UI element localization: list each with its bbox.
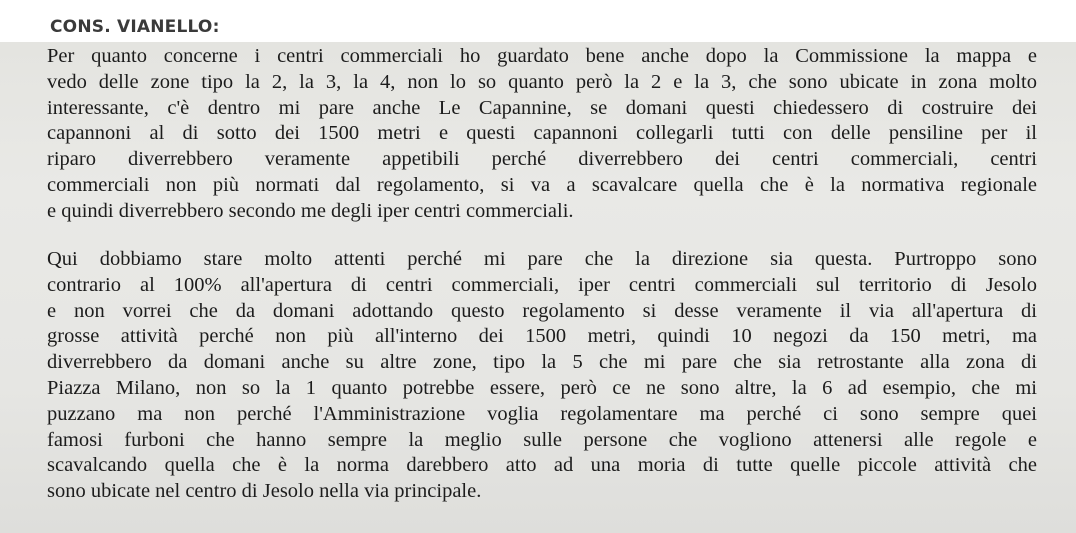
paragraph-line: commerciali non più normati dal regolamento, si va a scavalcare quella che è la normativa regionale bbox=[47, 173, 1037, 196]
paragraph-line: puzzano ma non perché l'Amministrazione voglia regolamentare ma perché ci sono sempre quei bbox=[47, 402, 1037, 425]
paragraph-line: Qui dobbiamo stare molto attenti perché mi pare che la direzione sia questa. Purtroppo sono bbox=[47, 248, 1037, 270]
paragraph-line: famosi furboni che hanno sempre la meglio sulle persone che vogliono attenersi alle regole e bbox=[47, 428, 1037, 451]
paragraph-line: grosse attività perché non più all'interno dei 1500 metri, quindi 10 negozi da 150 metri, ma bbox=[47, 325, 1037, 348]
paragraph-line: e non vorrei che da domani adottando questo regolamento si desse veramente il via all'apertura di bbox=[47, 299, 1037, 322]
paragraph-line: diverrebbero da domani anche su altre zone, tipo la 5 che mi pare che sia retrostante alla zona di bbox=[47, 351, 1037, 374]
paragraph-line: vedo delle zone tipo la 2, la 3, la 4, non lo so quanto però la 2 e la 3, che sono ubicate in zona molto bbox=[47, 70, 1037, 93]
page-header bbox=[0, 0, 1076, 42]
paragraph-line: riparo diverrebbero veramente appetibili perché diverrebbero dei centri commerciali, centri bbox=[47, 148, 1037, 171]
paragraph-1 bbox=[47, 44, 1037, 225]
paragraph-line: Piazza Milano, non so la 1 quanto potrebbe essere, però ce ne sono altre, la 6 ad esempio, che mi bbox=[47, 376, 1037, 399]
paragraph-line: sono ubicate nel centro di Jesolo nella via principale. bbox=[47, 480, 482, 503]
paragraph-line: interessante, c'è dentro mi pare anche Le Capannine, se domani questi chiedessero di costruire dei bbox=[47, 96, 1037, 119]
paragraph-line: Per quanto concerne i centri commerciali ho guardato bene anche dopo la Commissione la mappa e bbox=[47, 45, 1037, 67]
paragraph-line: capannoni al di sotto dei 1500 metri e questi capannoni collegarli tutti con delle pensiline per il bbox=[47, 122, 1037, 145]
paragraph-line: scavalcando quella che è la norma darebbero atto ad una moria di tutte quelle piccole attività che bbox=[47, 454, 1037, 477]
paragraph-line: contrario al 100% all'apertura di centri commerciali, iper centri commerciali sul territorio di Jesolo bbox=[47, 273, 1037, 296]
paragraph-line: e quindi diverrebbero secondo me degli iper centri commerciali. bbox=[47, 199, 574, 222]
speaker-label: CONS. VIANELLO: bbox=[50, 17, 220, 37]
paragraph-2 bbox=[47, 247, 1037, 505]
